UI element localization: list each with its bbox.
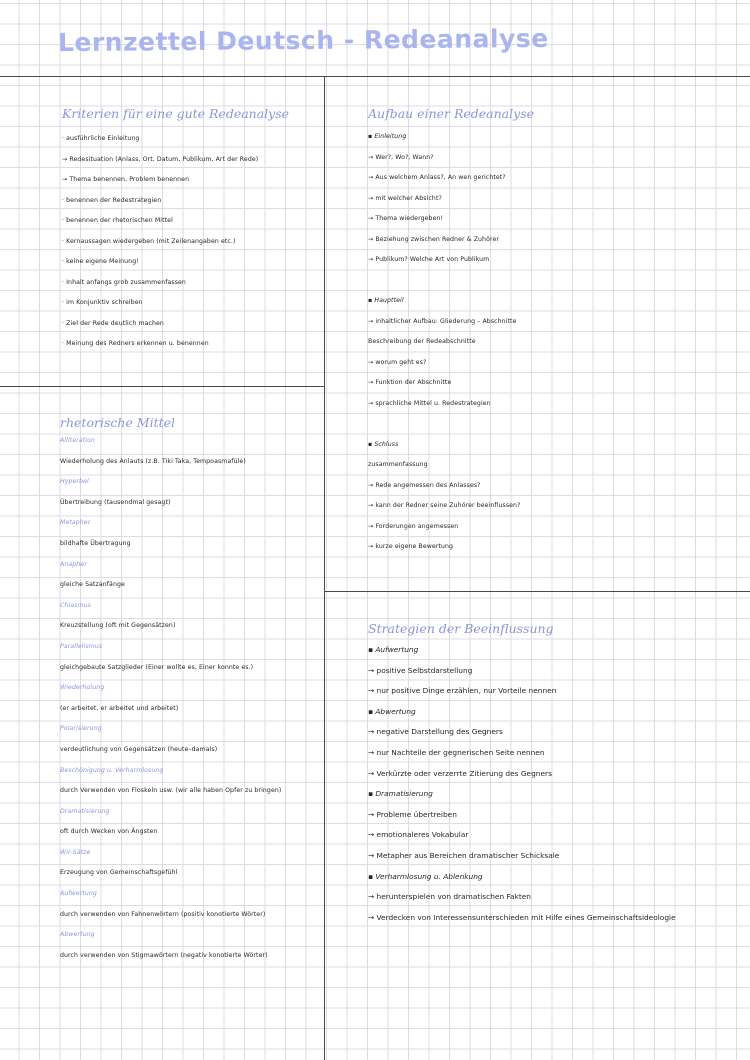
aufbau-item: → Wer?, Wo?, Wann? — [368, 153, 434, 161]
rhetorik-item: Beschönigung u. Verharmlosung — [60, 766, 164, 774]
rhetorik-item: Dramatisierung — [60, 807, 110, 815]
aufbau-item — [368, 414, 748, 435]
aufbau-list — [368, 127, 748, 558]
rhetorik-item: Chiasmus — [60, 601, 91, 609]
divider-left-middle — [0, 386, 324, 387]
kriterien-item: → Redesituation (Anlass, Ort, Datum, Publikum, Art der Rede) — [62, 155, 259, 163]
aufbau-item: ▪ Schluss — [368, 440, 399, 448]
kriterien-item: · benennen der rhetorischen Mittel — [62, 217, 173, 224]
aufbau-item: → Aus welchem Anlass?, An wen gerichtet? — [368, 174, 506, 181]
aufbau-item: zusammenfassung — [368, 461, 428, 468]
aufbau-item: → Rede angemessen des Anlasses? — [368, 481, 481, 489]
aufbau-item: → sprachliche Mittel u. Redestrategien — [368, 399, 491, 407]
kriterien-item: · Ziel der Rede deutlich machen — [62, 319, 164, 327]
rhetorik-item: Aufwertung — [60, 890, 97, 898]
strategien-item: → Metapher aus Bereichen dramatischer Schicksale — [368, 850, 560, 860]
rhetorik-item: Polarisierung — [60, 725, 102, 733]
kriterien-item: · Inhalt anfangs grob zusammenfassen — [62, 278, 186, 286]
aufbau-item: → Beziehung zwischen Redner & Zuhörer — [368, 235, 500, 243]
strategien-item: → herunterspielen von dramatischen Fakten — [368, 892, 531, 902]
kriterien-item: · keine eigene Meinung! — [62, 258, 139, 265]
strategien-item: ▪ Dramatisierung — [368, 789, 433, 799]
strategien-item: → Verkürzte oder verzerrte Zitierung des Gegners — [368, 768, 552, 778]
rhetorik-item: (er arbeitet, er arbeitet und arbeitet) — [60, 704, 179, 712]
aufbau-item: → Funktion der Abschnitte — [368, 379, 452, 386]
aufbau-item: → Thema wiedergeben! — [368, 215, 444, 222]
rhetorik-item: durch verwenden von Stigmawörtern (negativ konotierte Wörter) — [60, 951, 268, 959]
strategien-item: → nur positive Dinge erzählen, nur Vorteile nennen — [368, 686, 557, 696]
rhetorik-item: Erzeugung von Gemeinschaftsgefühl — [60, 869, 178, 877]
kriterien-item: · ausführliche Einleitung — [62, 135, 140, 142]
aufbau-heading: Aufbau einer Redeanalyse — [368, 106, 535, 121]
divider-top — [0, 76, 750, 77]
strategien-item: → Probleme übertreiben — [368, 809, 457, 819]
section-strategien — [368, 622, 748, 928]
rhetorik-item: Kreuzstellung (oft mit Gegensätzen) — [60, 622, 176, 630]
strategien-item: ▪ Abwertung — [368, 706, 416, 716]
rhetorik-item: durch verwenden von Fahnenwörtern (positiv konotierte Wörter) — [60, 910, 266, 918]
strategien-list — [368, 640, 748, 928]
aufbau-item: ▪ Einleitung — [368, 133, 407, 140]
rhetorik-item: Anapher — [60, 560, 87, 568]
strategien-item: → nur Nachteile der gegnerischen Seite nennen — [368, 747, 545, 757]
divider-vertical — [324, 76, 325, 1060]
aufbau-item: → worum geht es? — [368, 358, 427, 366]
rhetorik-item: Wir-Sätze — [60, 848, 91, 856]
rhetorik-item: Metapher — [60, 519, 91, 527]
aufbau-item: → Forderungen angemessen — [368, 522, 459, 530]
rhetorik-item: bildhafte Übertragung — [60, 539, 131, 547]
rhetorik-item: Wiederholung — [60, 684, 105, 692]
kriterien-heading: Kriterien für eine gute Redeanalyse — [62, 106, 290, 121]
rhetorik-item: Abwertung — [60, 931, 95, 939]
kriterien-item: · Meinung des Redners erkennen u. benennen — [62, 340, 209, 347]
kriterien-list — [62, 129, 322, 355]
rhetorik-item: oft durch Wecken von Ängsten — [60, 828, 158, 836]
page-title: Lernzettel Deutsch - Redeanalyse — [57, 23, 549, 58]
divider-right-middle — [324, 591, 750, 592]
rhetorik-item: Parallelismus — [60, 642, 103, 650]
aufbau-item: → Publikum? Welche Art von Publikum — [368, 256, 490, 263]
aufbau-item: Beschreibung der Redeabschnitte — [368, 338, 476, 345]
rhetorik-item: Hyperbel — [60, 478, 89, 486]
kriterien-item: · Kernaussagen wiedergeben (mit Zeilenangaben etc.) — [62, 237, 236, 245]
strategien-item: → positive Selbstdarstellung — [368, 665, 473, 675]
rhetorik-item: verdeutlichung von Gegensätzen (heute–damals) — [60, 745, 218, 753]
strategien-item: ▪ Verharmlosung u. Ablenkung — [368, 871, 483, 881]
strategien-item: → negative Darstellung des Gegners — [368, 727, 503, 737]
aufbau-item: → inhaltlicher Aufbau: Gliederung – Abschnitte — [368, 317, 517, 325]
rhetorik-item: gleichgebaute Satzglieder (Einer wollte es, Einer konnte es.) — [60, 663, 254, 671]
kriterien-item: · im Konjunktiv schreiben — [62, 299, 143, 306]
rhetorik-item: Wiederholung des Anlauts (z.B. Tiki Taka, Tempoasmafüle) — [60, 457, 246, 465]
aufbau-item: → kann der Redner seine Zuhörer beeinflussen? — [368, 502, 521, 509]
strategien-item: → Verdecken von Interessensunterschieden mit Hilfe eines Gemeinschaftsideologie — [368, 912, 676, 922]
rhetorik-item: Alliteration — [60, 437, 96, 444]
kriterien-item: · benennen der Redestrategien — [62, 196, 162, 204]
aufbau-item: ▪ Hauptteil — [368, 297, 404, 304]
kriterien-item: → Thema benennen, Problem benennen — [62, 176, 190, 183]
aufbau-item: → mit welcher Absicht? — [368, 194, 442, 202]
rhetorik-item: gleiche Satzanfänge — [60, 581, 125, 589]
rhetorik-list — [60, 431, 322, 966]
section-kriterien — [62, 107, 322, 355]
section-aufbau — [368, 107, 748, 558]
rhetorik-heading: rhetorische Mittel — [60, 415, 176, 430]
rhetorik-item: Übertreibung (tausendmal gesagt) — [60, 498, 171, 506]
aufbau-item — [368, 271, 748, 292]
strategien-item: ▪ Aufwertung — [368, 645, 419, 654]
aufbau-item: → kurze eigene Bewertung — [368, 543, 454, 550]
strategien-item: → emotionaleres Vokabular — [368, 830, 469, 840]
strategien-heading: Strategien der Beeinflussung — [368, 621, 554, 636]
rhetorik-item: durch Verwenden von Floskeln usw. (wir alle haben Opfer zu bringen) — [60, 787, 282, 795]
section-rhetorik — [60, 416, 322, 966]
